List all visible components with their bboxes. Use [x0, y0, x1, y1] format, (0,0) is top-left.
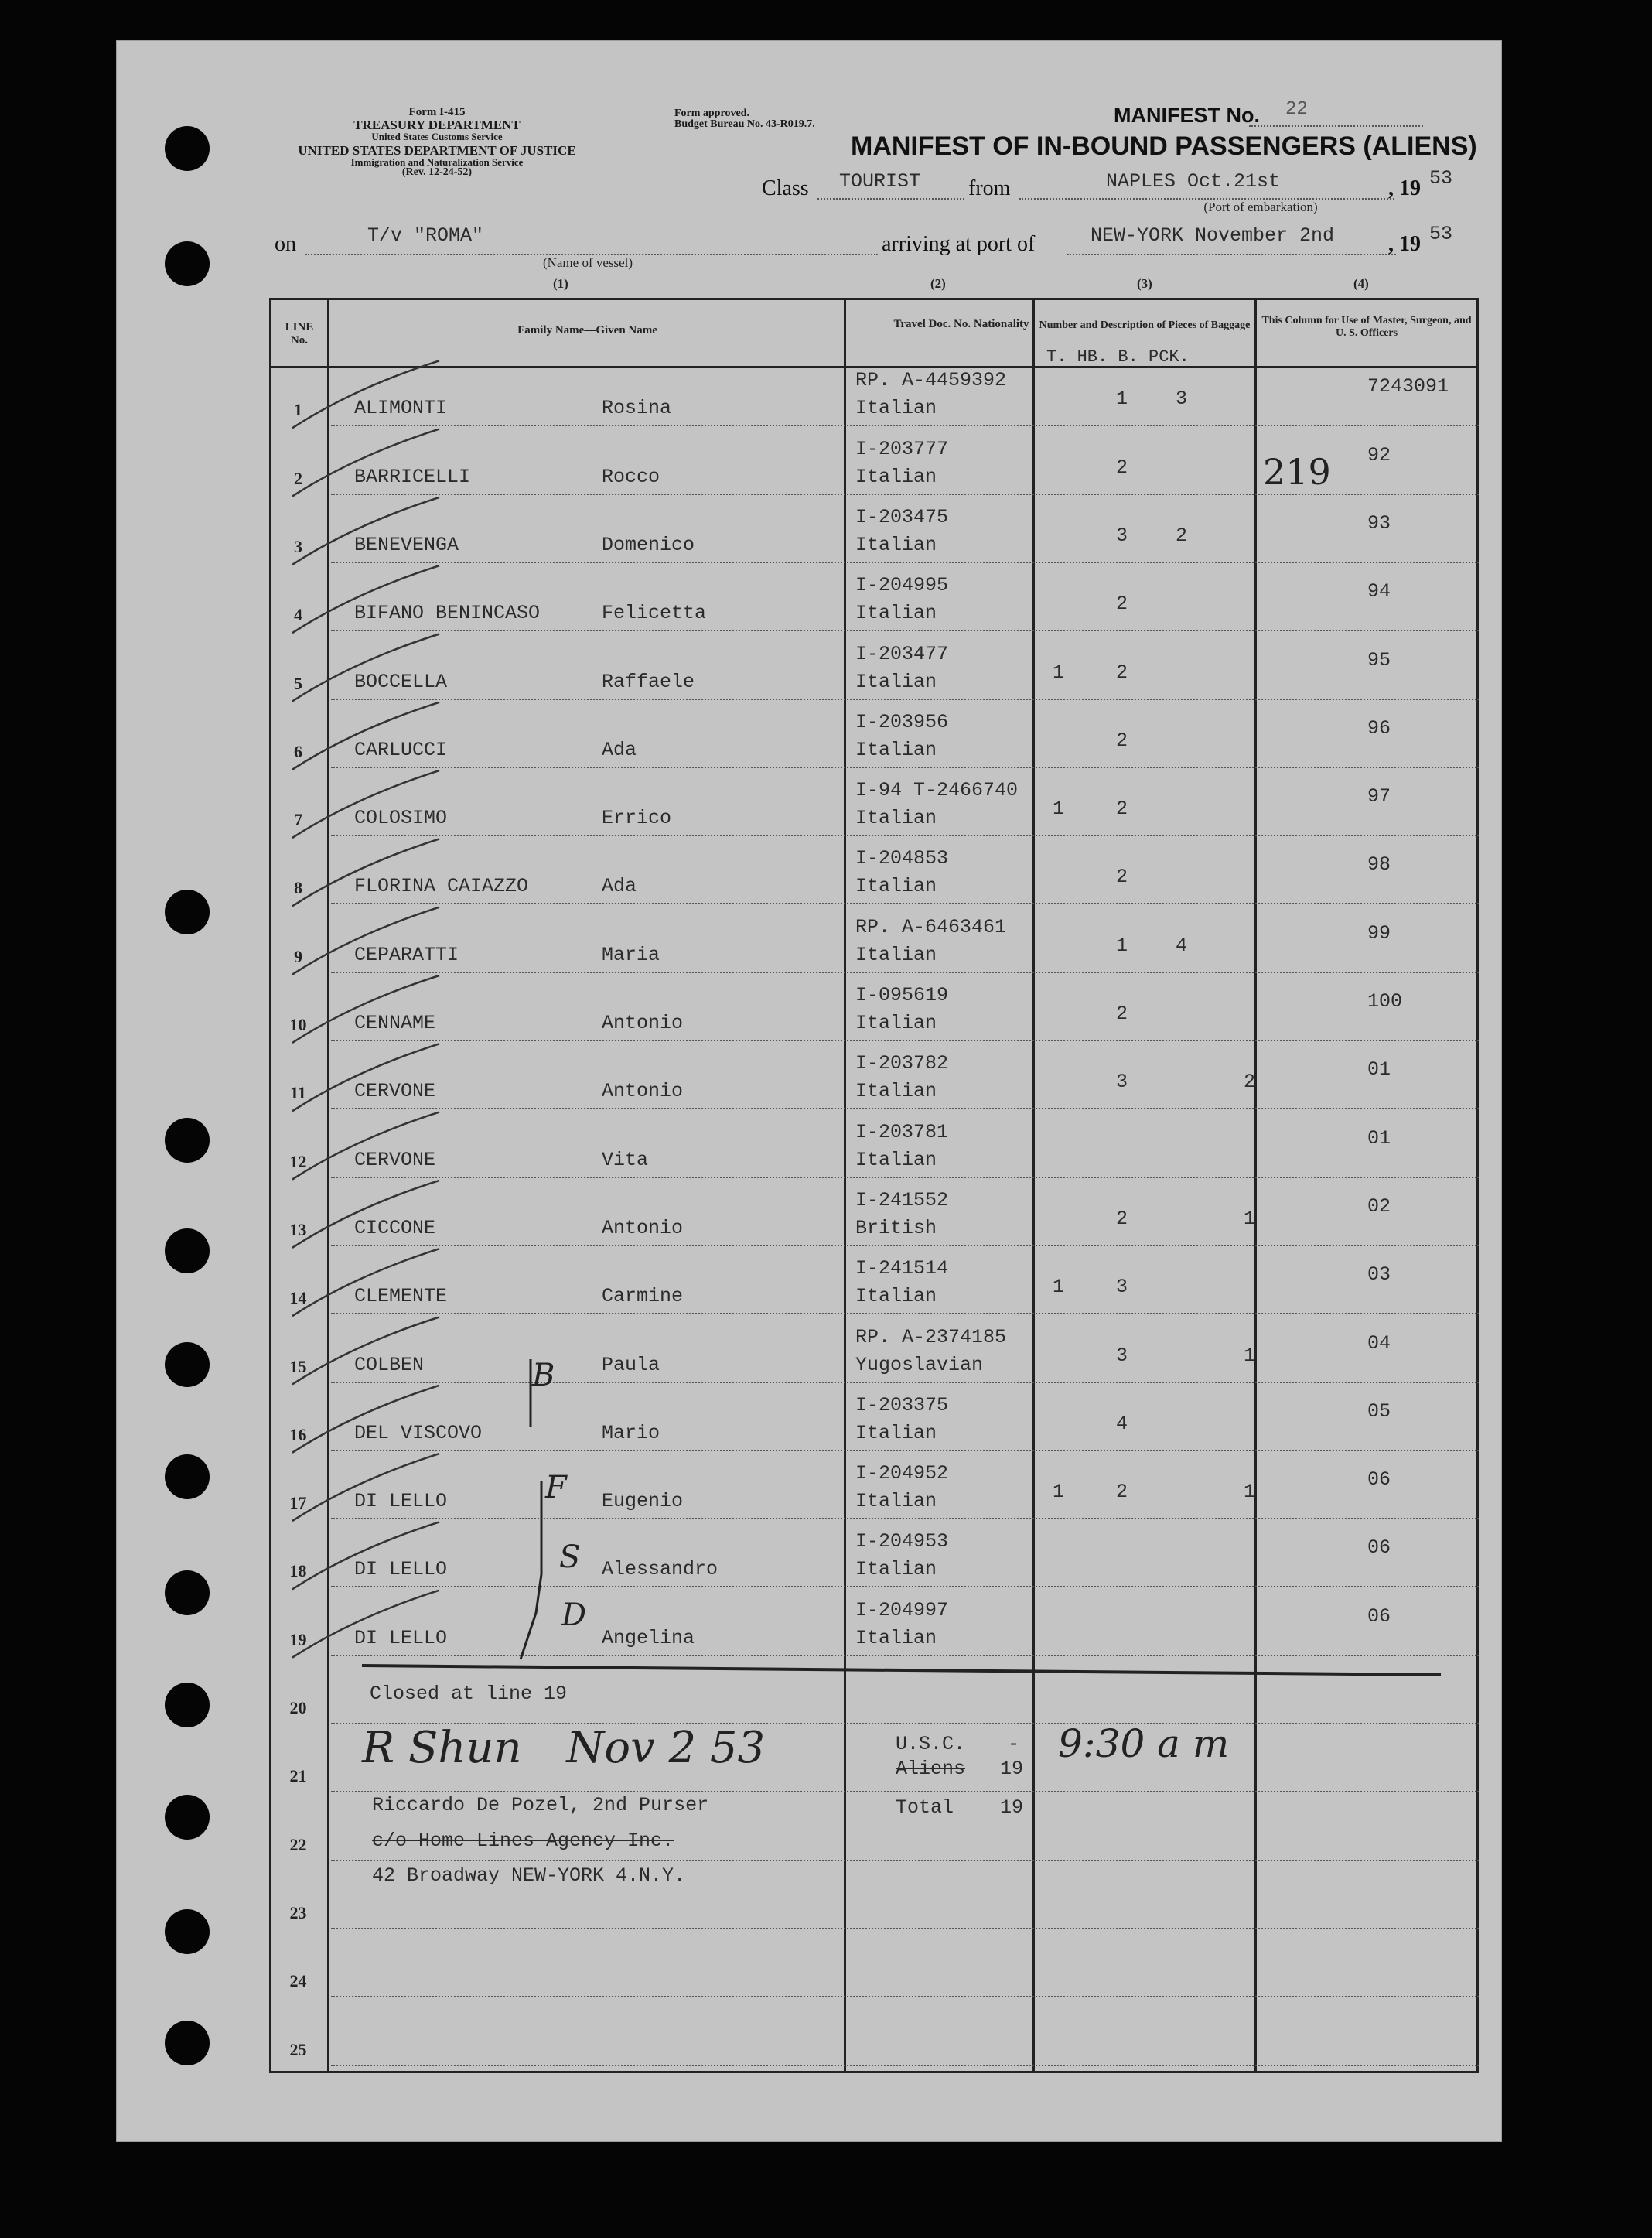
baggage-t: 1 — [1053, 661, 1065, 684]
line-number: 7 — [294, 810, 302, 830]
travel-doc-number: I-203475 — [855, 505, 949, 528]
arrival-time: 9:30 a m — [1058, 1721, 1230, 1766]
nationality: Italian — [855, 670, 937, 693]
officer-column: 94 — [1367, 580, 1391, 603]
given-name: Antonio — [602, 1080, 684, 1103]
nationality: Italian — [855, 1490, 937, 1513]
nationality: Yugoslavian — [855, 1353, 984, 1376]
baggage-pck: 1 — [1244, 1207, 1256, 1230]
row-rule — [331, 767, 1479, 768]
officer-column: 95 — [1367, 648, 1391, 671]
row-rule — [331, 1655, 1479, 1656]
family-mark-f: F — [545, 1470, 567, 1505]
purser-address: 42 Broadway NEW-YORK 4.N.Y. — [372, 1864, 686, 1887]
col-number-2: (2) — [930, 276, 946, 291]
travel-doc-number: RP. A-4459392 — [855, 369, 1007, 392]
officer-column: 05 — [1367, 1399, 1391, 1423]
class-label: Class — [762, 176, 809, 200]
family-name: BIFANO BENINCASO — [354, 602, 541, 625]
class-value: TOURIST — [839, 170, 921, 193]
col-number-3: (3) — [1137, 276, 1152, 291]
form-number: Form I-415 — [408, 106, 466, 118]
baggage-hb: 2 — [1116, 798, 1128, 821]
row-rule — [331, 1450, 1479, 1451]
line-number: 16 — [289, 1424, 307, 1444]
nationality: Italian — [855, 943, 937, 966]
binder-hole — [165, 890, 210, 934]
line-number: 10 — [289, 1015, 307, 1034]
travel-doc-number: I-203375 — [855, 1393, 949, 1416]
given-name: Mario — [602, 1421, 660, 1444]
family-name: BARRICELLI — [354, 465, 471, 488]
line-number: 15 — [289, 1356, 307, 1376]
row-rule — [331, 1791, 1479, 1792]
travel-doc-number: I-204995 — [855, 574, 949, 597]
binder-hole — [165, 1454, 210, 1499]
officer-column: 93 — [1367, 511, 1391, 535]
year-prefix-from: , 19 — [1388, 176, 1421, 200]
row-rule — [331, 1040, 1479, 1041]
aliens-value: 19 — [1000, 1758, 1024, 1780]
line-number: 4 — [294, 605, 302, 625]
family-name: DEL VISCOVO — [354, 1421, 483, 1444]
nationality: Italian — [855, 465, 937, 488]
form-revision: (Rev. 12-24-52) — [401, 166, 473, 178]
given-name: Ada — [602, 875, 637, 898]
row-rule — [331, 1996, 1479, 1997]
officer-column: 98 — [1367, 853, 1391, 876]
arriving-value: NEW-YORK November 2nd — [1091, 224, 1335, 247]
col-divider-travel — [1032, 298, 1035, 2073]
line-number: 20 — [289, 1698, 307, 1717]
dept-justice: UNITED STATES DEPARTMENT OF JUSTICE — [298, 143, 576, 158]
dept-customs: United States Customs Service — [371, 131, 503, 142]
baggage-hb: 2 — [1116, 1481, 1128, 1504]
row-rule — [331, 1860, 1479, 1861]
officer-column: 96 — [1367, 716, 1391, 740]
col-header-baggage: Number and Description of Pieces of Baggage — [1039, 319, 1251, 331]
family-name: FLORINA CAIAZZO — [354, 875, 529, 898]
line-number: 5 — [294, 673, 302, 693]
officer-column: 03 — [1367, 1263, 1391, 1286]
manifest-no-label: MANIFEST No. — [1114, 104, 1260, 127]
baggage-t: 1 — [1053, 1481, 1065, 1504]
col-header-travel: Travel Doc. No. Nationality — [893, 318, 1029, 330]
officer-column: 92 — [1367, 443, 1391, 466]
table-top-border — [269, 298, 1479, 300]
row-rule — [331, 972, 1479, 973]
binder-hole — [165, 1795, 210, 1840]
row-rule — [331, 562, 1479, 563]
passenger-table — [269, 298, 1479, 2073]
given-name: Errico — [602, 807, 672, 830]
binder-hole — [165, 1683, 210, 1727]
given-name: Maria — [602, 943, 660, 966]
row-rule — [331, 699, 1479, 700]
family-mark-s: S — [559, 1539, 581, 1575]
baggage-pck: 2 — [1244, 1071, 1256, 1094]
baggage-b: 2 — [1176, 524, 1188, 547]
year-arrive: 53 — [1429, 223, 1453, 245]
year-prefix-arrive: , 19 — [1388, 232, 1421, 256]
row-rule — [331, 630, 1479, 631]
closing-line — [362, 1666, 1441, 1675]
travel-doc-number: I-204952 — [855, 1462, 949, 1485]
row-rule — [331, 1382, 1479, 1383]
travel-doc-number: RP. A-2374185 — [855, 1325, 1007, 1348]
total-value: 19 — [1000, 1796, 1024, 1819]
family-mark-d: D — [561, 1597, 587, 1633]
family-name: BOCCELLA — [354, 670, 448, 693]
family-name: CARLUCCI — [354, 738, 448, 761]
col-divider-name — [844, 298, 846, 2073]
line-number: 21 — [289, 1766, 307, 1786]
line-number: 25 — [289, 2039, 307, 2059]
manifest-no-line — [1249, 125, 1423, 127]
row-rule — [331, 1177, 1479, 1178]
page-title: MANIFEST OF IN-BOUND PASSENGERS (ALIENS) — [851, 132, 1477, 161]
usc-value: - — [1008, 1733, 1020, 1755]
row-rule — [331, 1928, 1479, 1929]
officer-column: 01 — [1367, 1058, 1391, 1081]
row-rule — [331, 425, 1479, 426]
baggage-hb: 4 — [1116, 1412, 1128, 1435]
officer-column: 100 — [1367, 990, 1403, 1013]
baggage-types: T. HB. B. PCK. — [1046, 347, 1190, 367]
officer-column: 7243091 — [1367, 375, 1449, 398]
row-rule — [331, 1518, 1479, 1519]
vessel-caption: (Name of vessel) — [542, 255, 633, 270]
nationality: Italian — [855, 1285, 937, 1308]
binder-hole — [165, 1909, 210, 1954]
given-name: Alessandro — [602, 1558, 718, 1581]
agency-header — [271, 107, 603, 178]
family-name: COLBEN — [354, 1353, 425, 1376]
binder-hole — [165, 1118, 210, 1163]
baggage-hb: 2 — [1116, 866, 1128, 889]
binder-hole — [165, 1342, 210, 1387]
travel-doc-number: I-095619 — [855, 984, 949, 1006]
officer-column: 02 — [1367, 1194, 1391, 1218]
vessel-value: T/v "ROMA" — [367, 224, 484, 247]
officer-column: 06 — [1367, 1536, 1391, 1560]
officer-column: 06 — [1367, 1604, 1391, 1628]
usc-label: U.S.C. — [896, 1733, 966, 1755]
from-value: NAPLES Oct.21st — [1106, 170, 1281, 193]
family-name: CEPARATTI — [354, 943, 459, 966]
total-label: Total — [896, 1796, 954, 1819]
given-name: Paula — [602, 1353, 660, 1376]
given-name: Felicetta — [602, 602, 707, 625]
officer-column: 97 — [1367, 785, 1391, 808]
line-number: 18 — [289, 1561, 307, 1581]
baggage-hb: 2 — [1116, 1207, 1128, 1230]
given-name: Ada — [602, 738, 637, 761]
binder-hole — [165, 1570, 210, 1615]
baggage-hb: 1 — [1116, 388, 1128, 411]
baggage-hb: 3 — [1116, 524, 1128, 547]
baggage-t: 1 — [1053, 1276, 1065, 1299]
family-name: CENNAME — [354, 1012, 436, 1034]
binder-hole — [165, 126, 210, 171]
nationality: Italian — [855, 397, 937, 420]
baggage-b: 4 — [1176, 934, 1188, 957]
row-rule — [331, 1245, 1479, 1246]
nationality: Italian — [855, 875, 937, 898]
officer-column: 06 — [1367, 1468, 1391, 1491]
nationality: Italian — [855, 1148, 937, 1171]
col-divider-baggage — [1254, 298, 1257, 2073]
line-number: 3 — [294, 536, 302, 556]
col-number-4: (4) — [1353, 276, 1369, 291]
family-mark-b: B — [532, 1358, 555, 1393]
row-rule — [331, 494, 1479, 495]
binder-hole — [165, 241, 210, 286]
given-name: Rosina — [602, 397, 672, 420]
line-number: 9 — [294, 946, 302, 966]
purser-name: Riccardo De Pozel, 2nd Purser — [372, 1794, 709, 1816]
travel-doc-number: I-241552 — [855, 1188, 949, 1211]
col-number-1: (1) — [553, 276, 568, 291]
baggage-hb: 2 — [1116, 1003, 1128, 1025]
line-number: 14 — [289, 1288, 307, 1308]
line-number: 11 — [290, 1083, 306, 1103]
line-number: 2 — [294, 468, 302, 488]
travel-doc-number: RP. A-6463461 — [855, 915, 1007, 938]
travel-doc-number: I-203781 — [855, 1120, 949, 1143]
form-approval — [674, 108, 815, 130]
manifest-no-value: 22 — [1285, 99, 1308, 120]
binder-hole — [165, 2021, 210, 2065]
family-name: ALIMONTI — [354, 397, 448, 420]
given-name: Antonio — [602, 1216, 684, 1239]
travel-doc-number: I-241514 — [855, 1257, 949, 1280]
purser-agency: c/o Home Lines Agency Inc. — [372, 1830, 674, 1852]
line-number: 17 — [289, 1493, 307, 1513]
table-bottom-border — [269, 2071, 1479, 2073]
line-number: 6 — [294, 741, 302, 761]
col-header-officers: This Column for Use of Master, Surgeon, and U. S. Officers — [1261, 315, 1472, 339]
officer-mark: 219 — [1263, 451, 1331, 493]
family-name: DI LELLO — [354, 1558, 448, 1581]
officer-column: 01 — [1367, 1126, 1391, 1150]
travel-doc-number: I-204853 — [855, 847, 949, 870]
baggage-hb: 2 — [1116, 456, 1128, 479]
baggage-pck: 1 — [1244, 1481, 1256, 1504]
given-name: Angelina — [602, 1626, 695, 1649]
given-name: Domenico — [602, 533, 695, 556]
class-line — [817, 198, 964, 200]
family-name: DI LELLO — [354, 1626, 448, 1649]
col-header-name: Family Name—Given Name — [517, 324, 657, 337]
baggage-hb: 2 — [1116, 593, 1128, 616]
dept-treasury: TREASURY DEPARTMENT — [353, 118, 521, 132]
bracket-stroke — [521, 1481, 541, 1659]
travel-doc-number: I-203477 — [855, 642, 949, 665]
family-name: COLOSIMO — [354, 807, 448, 830]
baggage-hb: 2 — [1116, 661, 1128, 684]
budget-bureau-line: Budget Bureau No. 43-R019.7. — [674, 118, 815, 130]
row-rule — [331, 2065, 1479, 2066]
family-name: CLEMENTE — [354, 1285, 448, 1308]
given-name: Carmine — [602, 1285, 684, 1308]
family-name: BENEVENGA — [354, 533, 459, 556]
binder-hole — [165, 1228, 210, 1273]
nationality: Italian — [855, 807, 937, 830]
year-from: 53 — [1429, 167, 1453, 190]
family-name: DI LELLO — [354, 1490, 448, 1513]
nationality: Italian — [855, 738, 937, 761]
table-right-border — [1476, 298, 1479, 2073]
travel-doc-number: I-203782 — [855, 1052, 949, 1075]
officer-column: 04 — [1367, 1331, 1391, 1355]
given-name: Antonio — [602, 1012, 684, 1034]
baggage-hb: 1 — [1116, 934, 1128, 957]
nationality: Italian — [855, 1012, 937, 1034]
line-number: 13 — [289, 1219, 307, 1239]
dept-ins: Immigration and Naturalization Service — [350, 156, 524, 168]
travel-doc-number: I-204997 — [855, 1598, 949, 1621]
baggage-hb: 2 — [1116, 729, 1128, 752]
nationality: Italian — [855, 1626, 937, 1649]
approved-line: Form approved. — [674, 108, 749, 119]
line-number: 1 — [294, 400, 302, 420]
family-name: CERVONE — [354, 1148, 436, 1171]
port-embark-caption: (Port of embarkation) — [1203, 200, 1318, 214]
aliens-label: Aliens — [896, 1758, 966, 1780]
from-label: from — [968, 176, 1011, 200]
nationality: Italian — [855, 533, 937, 556]
baggage-hb: 3 — [1116, 1071, 1128, 1094]
on-label: on — [275, 232, 296, 256]
row-rule — [331, 835, 1479, 836]
nationality: Italian — [855, 1421, 937, 1444]
line-number: 8 — [294, 878, 302, 898]
nationality: Italian — [855, 602, 937, 625]
line-number: 19 — [289, 1629, 307, 1649]
line-number: 22 — [289, 1834, 307, 1854]
officer-column: 99 — [1367, 921, 1391, 945]
row-rule — [331, 1586, 1479, 1587]
baggage-hb: 3 — [1116, 1276, 1128, 1299]
arriving-label: arriving at port of — [882, 232, 1036, 256]
nationality: British — [855, 1216, 937, 1239]
travel-doc-number: I-203956 — [855, 710, 949, 733]
baggage-b: 3 — [1176, 388, 1188, 411]
given-name: Raffaele — [602, 670, 695, 693]
col-header-line-no: LINE No. — [285, 321, 314, 347]
signature — [362, 1723, 765, 1773]
table-left-border — [269, 298, 271, 2073]
travel-doc-number: I-94 T-2466740 — [855, 779, 1019, 802]
row-rule — [331, 1313, 1479, 1314]
family-name: CERVONE — [354, 1080, 436, 1103]
closed-note: Closed at line 19 — [370, 1683, 568, 1705]
given-name: Rocco — [602, 465, 660, 488]
baggage-pck: 1 — [1244, 1344, 1256, 1367]
baggage-hb: 3 — [1116, 1344, 1128, 1367]
row-rule — [331, 1108, 1479, 1109]
signature-date: Nov 2 53 — [566, 1723, 766, 1773]
travel-doc-number: I-203777 — [855, 437, 949, 460]
line-number: 24 — [289, 1971, 307, 1991]
nationality: Italian — [855, 1080, 937, 1103]
given-name: Vita — [602, 1148, 649, 1171]
arriving-line — [1067, 254, 1396, 255]
given-name: Eugenio — [602, 1490, 684, 1513]
travel-doc-number: I-204953 — [855, 1530, 949, 1553]
header-bottom-border — [269, 366, 1479, 368]
line-number: 12 — [289, 1151, 307, 1171]
row-rule — [331, 903, 1479, 904]
line-number: 23 — [289, 1902, 307, 1922]
family-name: CICCONE — [354, 1216, 436, 1239]
col-divider-line — [327, 298, 329, 2073]
baggage-t: 1 — [1053, 798, 1065, 821]
nationality: Italian — [855, 1558, 937, 1581]
signature-name: R Shun — [362, 1723, 522, 1773]
